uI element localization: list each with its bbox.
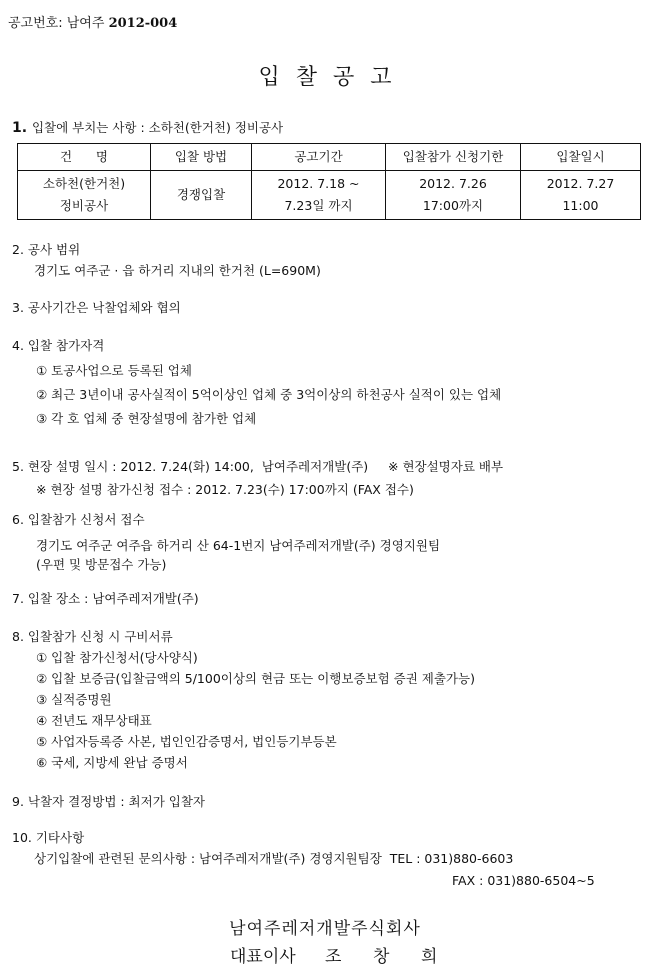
table-header-date: 입찰일시 — [521, 144, 641, 171]
rep-name-char-3: 희 — [421, 947, 438, 967]
table-header-method: 입찰 방법 — [151, 144, 252, 171]
cell-date-line2: 11:00 — [562, 198, 599, 213]
section-2-line1: 경기도 여주군 · 읍 하거리 지내의 한거천 (L=690M) — [34, 263, 321, 278]
section-5-title: 5. 현장 설명 일시 : 2012. 7.24(화) 14:00, 남여주레저개발(주) ※ 현장설명자료 배부 — [12, 459, 504, 474]
notice-number-value: 2012-004 — [108, 16, 178, 31]
section-4-item-1: ① 토공사업으로 등록된 업체 — [36, 363, 192, 378]
section-7-title: 7. 입찰 장소 : 남여주레저개발(주) — [12, 591, 199, 606]
section-1-number: 1. — [12, 120, 32, 136]
table-header-row — [18, 144, 641, 171]
cell-method: 경쟁입찰 — [151, 171, 252, 220]
rep-name-char-1: 조 — [325, 947, 342, 967]
section-9-title: 9. 낙찰자 결정방법 : 최저가 입찰자 — [12, 794, 205, 809]
cell-period-line1: 2012. 7.18 ~ — [277, 176, 360, 191]
section-8-item-5: ⑤ 사업자등록증 사본, 법인인감증명서, 법인등기부등본 — [36, 734, 337, 749]
cell-name-line1: 소하천(한거천) — [42, 176, 126, 191]
cell-deadline — [386, 171, 521, 220]
page-title: 입찰공고 — [258, 65, 408, 90]
section-10-title: 10. 기타사항 — [12, 830, 85, 845]
section-1-text: 입찰에 부치는 사항 : 소하천(한거천) 정비공사 — [31, 120, 284, 135]
section-4-item-3: ③ 각 호 업체 중 현장설명에 참가한 업체 — [36, 411, 257, 426]
section-6-line2: (우편 및 방문접수 가능) — [36, 557, 167, 572]
table-row — [18, 171, 641, 220]
company-name: 남여주레저개발주식회사 — [229, 919, 421, 939]
table-header-name: 건 명 — [18, 144, 151, 171]
section-8-item-3: ③ 실적증명원 — [36, 692, 112, 707]
section-2-title: 2. 공사 범위 — [12, 242, 81, 257]
section-1-title — [12, 118, 283, 136]
cell-deadline-line1: 2012. 7.26 — [419, 176, 487, 191]
section-4-item-2: ② 최근 3년이내 공사실적이 5억이상인 업체 중 3억이상의 하천공사 실적이 있는 업체 — [36, 387, 502, 402]
cell-period-line2: 7.23일 까지 — [284, 198, 353, 213]
cell-date — [521, 171, 641, 220]
cell-name — [18, 171, 151, 220]
cell-period — [252, 171, 386, 220]
notice-number-line — [8, 12, 177, 31]
section-8-item-6: ⑥ 국세, 지방세 완납 증명서 — [36, 755, 188, 770]
section-10-line1: 상기입찰에 관련된 문의사항 : 남여주레저개발(주) 경영지원팀장 TEL : 031)880-6603 — [34, 851, 514, 866]
table-header-deadline: 입찰참가 신청기한 — [386, 144, 521, 171]
section-3-title: 3. 공사기간은 낙찰업체와 협의 — [12, 300, 181, 315]
cell-deadline-line2: 17:00까지 — [422, 198, 484, 213]
cell-date-line1: 2012. 7.27 — [546, 176, 615, 191]
cell-name-line2: 정비공사 — [59, 198, 109, 213]
table-header-period: 공고기간 — [252, 144, 386, 171]
section-8-item-2: ② 입찰 보증금(입찰금액의 5/100이상의 현금 또는 이행보증보험 증권 제출가능) — [36, 671, 475, 686]
section-6-title: 6. 입찰참가 신청서 접수 — [12, 512, 145, 527]
section-5-line1: ※ 현장 설명 참가신청 접수 : 2012. 7.23(수) 17:00까지 (FAX 접수) — [36, 482, 414, 497]
section-4-title: 4. 입찰 참가자격 — [12, 338, 105, 353]
section-8-item-4: ④ 전년도 재무상태표 — [36, 713, 152, 728]
rep-name-char-2: 창 — [373, 947, 390, 967]
section-10-line2: FAX : 031)880-6504~5 — [452, 873, 595, 888]
bid-info-table — [17, 143, 641, 220]
section-8-title: 8. 입찰참가 신청 시 구비서류 — [12, 629, 173, 644]
notice-number-label: 공고번호: 남여주 — [8, 16, 109, 31]
rep-title: 대표이사 — [230, 947, 296, 967]
section-8-item-1: ① 입찰 참가신청서(당사양식) — [36, 650, 198, 665]
section-6-line1: 경기도 여주군 여주읍 하거리 산 64-1번지 남여주레저개발(주) 경영지원팀 — [36, 538, 441, 553]
